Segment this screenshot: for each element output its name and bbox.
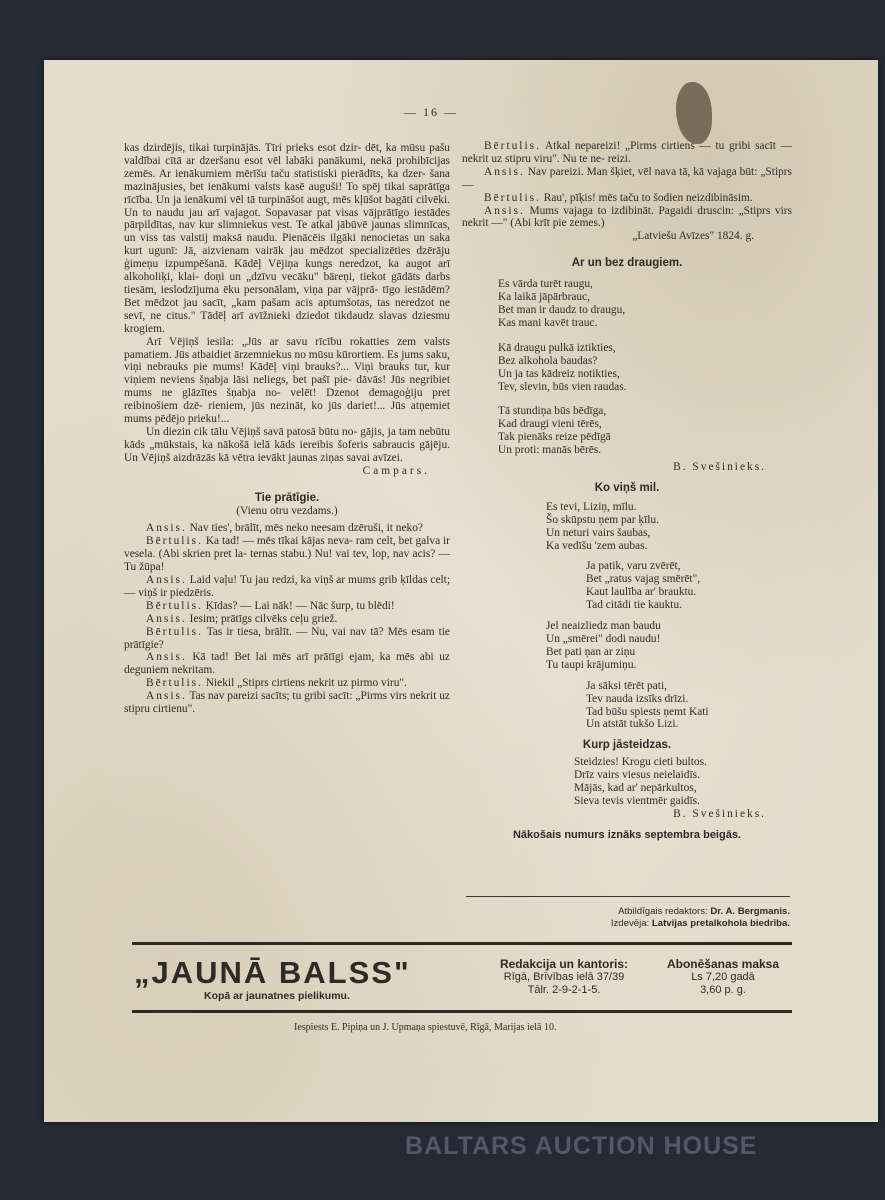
speaker-name: Ansis. [484,165,525,178]
article-signature: Campars. [362,464,430,477]
speaker-name: Ansis. [146,522,187,535]
divider [466,896,790,897]
poem-title: Ar un bez draugiem. [571,257,683,270]
paper-damage [676,82,712,144]
dialogue-line [462,140,792,166]
speaker-name: Ansis. [146,574,187,586]
speaker-name: Bērtulis. [484,191,541,204]
dialogue-text: Iesim; prātīgs cilvēks ceļu griež. [189,612,338,625]
speaker-name: Bērtulis. [484,140,541,152]
poem-stanza [498,278,792,330]
dialogue-text: Tas ir tiesa, brālīt. — Nu, vai nav tā? Mēs esam tie prātīgie? [124,625,450,651]
poem-stanza [498,342,792,394]
dialogue-text: Atkal nepareizi! „Pirms cirtiens — tu gribi sacīt — nekrit uz stipru viru". Nu te ne- reizi. [462,140,792,165]
subscription-half: 3,60 p. g. [700,984,746,996]
poem-line: Tad citādi tie kauktu. [586,599,682,612]
section-subtitle: (Vienu otru vezdams.) [236,505,338,518]
poem-line: Es tevi, Liziņ, mīlu. [546,500,637,513]
divider [132,942,792,945]
speaker-name: Bērtulis. [146,677,203,690]
poem-line: Bet man ir daudz to draugu, [498,303,626,316]
dialogue-continued [462,140,792,230]
dialogue-text: Rau', pīķis! mēs taču to šodien neizdibināsim. [543,191,753,204]
poem-title: Ko viņš mil. [594,481,660,494]
dialogue-line [124,690,450,716]
poem-stanza [498,405,792,457]
credits [494,906,790,930]
office-phone: Tālr. 2-9-2-1-5. [527,984,601,996]
poem-line: Tev nauda izsīks drīzi. [586,692,689,705]
dialogue-text: Laid vaļu! Tu jau redzi, ka viņš ar mums grib ķīldas celt; — viņš ir piedzēris. [124,574,450,599]
article-paragraph: kas dzirdējis, tikai turpinājās. Tīri prieks esot dzir- dēt, ka mūsu pašu valdībai cītā ar dzeršanu esot vēl labāki panākumi, nekā prohibīcijas zemēs. Ar ienākumiem mērīšu taču statistiski pierādīts, ka dzer- šana mazinājusies, bet ienākumi valsts kasē auguši! To spēj tikai saprātīga rīcība. Un ja ienākumi vēl tā turpināšot augt, mēs kļūšot bagāti cilvēki. Un to naudu jau arī vajagot. Sopavasar pat visas vājprātīgo iestādes pārpildītas, nav kur slimniekus vest. Te atkal jābūvē jaunas slimnīcas, un viss tas valstij maksā naudu. Pienācēis ilgāki nenocietas un saka kurt ugunī: Jā, aizvienam vairāk jau mēdzot specializēties dzērāju ģimeņu izpumpēšanā. Kādēļ Vējiņa kungs neredzot, ka augot arī alkoholiķi, klai- doņi un „dzīvu vecāku" bāreņi, tiekot gādāts darbs tiesām, ieslodzījuma ēku personālam, viņa par vājprā- tīgo iestādēm? Bet mēdzot jau sacīt, „kam pašam acis aptumšotas, tas neredzot ne sevī, ne citus." Tādēļ arī avīžnieki dziedot tikdaudz slavas dziesmu krogiem. [124,142,450,335]
dialogue-line [124,522,450,535]
dialogue-line [124,677,450,690]
dialogue-text: Ķīdas? — Lai nāk! — Nāc šurp, tu blēdi! [205,599,395,612]
dialogue [124,522,450,716]
watermark: BALTARS AUCTION HOUSE [405,1132,758,1160]
poem-line: Tev, slevin, būs vien raudas. [498,380,627,393]
poem-title: Kurp jāsteidzas. [582,739,672,752]
poem-line: Un neturi vairs šaubas, [546,526,651,539]
dialogue-text: Nav pareizi. Man šķiet, vēl nava tā, kā vajaga būt: „Stiprs — [462,165,792,191]
dialogue-text: Tas nav pareizi sacīts; tu gribi sacīt: „Pirms virs nekrit uz stipru cirtienu". [124,690,450,716]
poem [462,501,792,732]
dialogue-line [124,626,450,652]
poem-line: Ka laikā jāpārbrauc, [498,291,591,304]
masthead [134,956,434,1003]
printer-line: Iespiests E. Pipiņa un J. Upmaņa spiestuvē, Rīgā, Marijas ielā 10. [294,1022,557,1033]
speaker-name: Ansis. [146,651,187,664]
page-number: — 16 — [404,105,458,119]
section-title: Tie prātīgie. [254,491,320,504]
dialogue-text: Ka tad! — mēs tīkai kājas neva- ram celt, bet galva ir vesela. (Abi skrien pret la- ternas stabu.) Nu! vai tev, lop, nav acis? — Tu žūpa! [124,535,450,574]
poem-line: Kas mani kavēt trauc. [498,316,598,329]
poem-line: Kaut laulība ar' brauktu. [586,586,697,599]
speaker-name: Bērtulis. [146,599,203,612]
dialogue-text: Nav ties', brālīt, mēs neko neesam dzēruši, it neko? [189,522,423,535]
poem-line: Un „smērei" dodi naudu! [546,633,661,645]
poem-line: Ja sāksi tērēt pati, [586,679,667,692]
poem-line: Bez alkohola baudas? [498,354,598,367]
dialogue-line [124,574,450,600]
article-paragraph: Un diezin cik tālu Vējiņš savā patosā būtu no- gājis, ja tam nebūtu kāds „mūkstais, ka nākošā ielā kāds iereibis šoferis sabraucis gājēju. Un Vējiņš aizdrāzās kā vētra ievākt jaunas ziņas savai avīzei. [124,425,450,464]
dialogue-line [124,651,450,677]
dialogue-text: Kā tad! Bet lai mēs arī prātīgi ejam, ka mēs abi uz deguniem nekritam. [124,651,450,677]
left-column [124,142,450,716]
poem-line: Es vārda turēt raugu, [498,278,593,291]
speaker-name: Ansis. [146,690,187,703]
poem-line: Tā stundiņa būs bēdīga, [498,405,607,418]
dialogue-line [462,192,792,205]
poem-line: Bet „ratus vajag smērēt", [586,573,701,586]
poem-line: Un atstāt tukšo Lizi. [586,718,679,731]
right-column [462,140,792,842]
poem-line: Un ja tas kādreiz notikties, [498,367,620,380]
poem-line: Un proti: manās bērēs. [498,444,602,457]
subscription-info [648,958,798,997]
masthead-subtitle: Kopā ar jaunatnes pielikumu. [204,990,350,1002]
poem-line: Bet pati ņan ar ziņu [546,645,636,658]
article-paragraph: Arī Vējiņš iesila: „Jūs ar savu rīcību rokatties zem valsts pamatiem. Jūs atbaidiet ārzemniekus no mūsu kūrortiem. Es jums saku, viņi nebrauks pie mums! Kādēļ viņi brauks?... Viņi brauks tur, kur viņiem neviens šņabja lāsi neliegs, bet pašī pie- dāvās! Jūs negribiet mums ne glāzītes šņabja no- velēt! Dzenot demagoģiju pret reibinošiem dzē- rieniem, jūs nezināt, ko jūs dariet!... Jūs atņemiet mums pēdējo prieku!... [124,335,450,426]
editor-label: Atbildīgais redaktors: [618,906,708,917]
next-issue-note: Nākošais numurs iznāks septembra beigās. [512,828,742,841]
source-citation: „Latviešu Avīzes" 1824. g. [632,230,754,243]
speaker-name: Bērtulis. [146,625,203,638]
poem-line: Drīz vairs viesus neielaidīs. [574,769,700,782]
dialogue-text: Mums vajaga to izdibināt. Pagaidi druscin: „Stiprs virs nekrit —" (Abi krīt pie zemes.) [462,204,792,230]
publisher-name: Latvijas pretalkohola biedrība. [651,918,790,929]
poem [462,278,792,457]
poem-line: Steidzies! Krogu cieti bultos. [574,756,707,769]
dialogue-line [124,535,450,574]
poem-line: Ka vedīšu 'zem aubas. [546,539,648,552]
speaker-name: Ansis. [146,612,187,625]
poem-line: Ja patik, varu zvērēt, [586,560,681,573]
office-heading: Redakcija un kantoris: [499,957,629,971]
dialogue-line [462,166,792,192]
newspaper-page [44,60,878,1122]
office-info [484,958,644,997]
poem-line: Kā draugu pulkā iztikties, [498,341,616,354]
speaker-name: Bērtulis. [146,535,203,548]
article-body [124,142,450,465]
dialogue-line [462,205,792,231]
poem-line: Mājās, kad ar' nepārkultos, [574,782,697,795]
poem-line: Sieva tevis vientmēr gaidīs. [574,794,700,807]
poem-line: Jel neaizliedz man baudu [546,620,661,633]
publisher-label: Izdevēja: [610,918,650,929]
poem-line: Kad draugi vieni tērēs, [498,418,602,431]
speaker-name: Ansis. [484,204,525,217]
dialogue-line [124,613,450,626]
dialogue-line [124,600,450,613]
editor-name: Dr. A. Bergmanis. [710,906,790,917]
divider [132,1010,792,1013]
poem-line: Tak pienāks reize pēdīgā [498,431,611,444]
masthead-title: „JAUNĀ BALSS" [134,955,411,990]
poem-line: Tu taupi krājumiņu. [546,658,637,671]
poem-signature: B. Svešinieks. [673,461,766,474]
poem-line: Šo skūpstu ņem par ķīlu. [546,513,659,526]
subscription-year: Ls 7,20 gadā [691,971,755,983]
subscription-heading: Abonēšanas maksa [666,957,780,971]
poem-line: Tad būšu spiests ņemt Kati [586,705,709,718]
poem-signature: B. Svešinieks. [673,807,766,820]
dialogue-text: Niekil „Stiprs cirtiens nekrit uz pirmo viru". [205,677,407,690]
office-address: Rīgā, Brīvības ielā 37/39 [503,971,625,983]
poem [462,756,792,808]
